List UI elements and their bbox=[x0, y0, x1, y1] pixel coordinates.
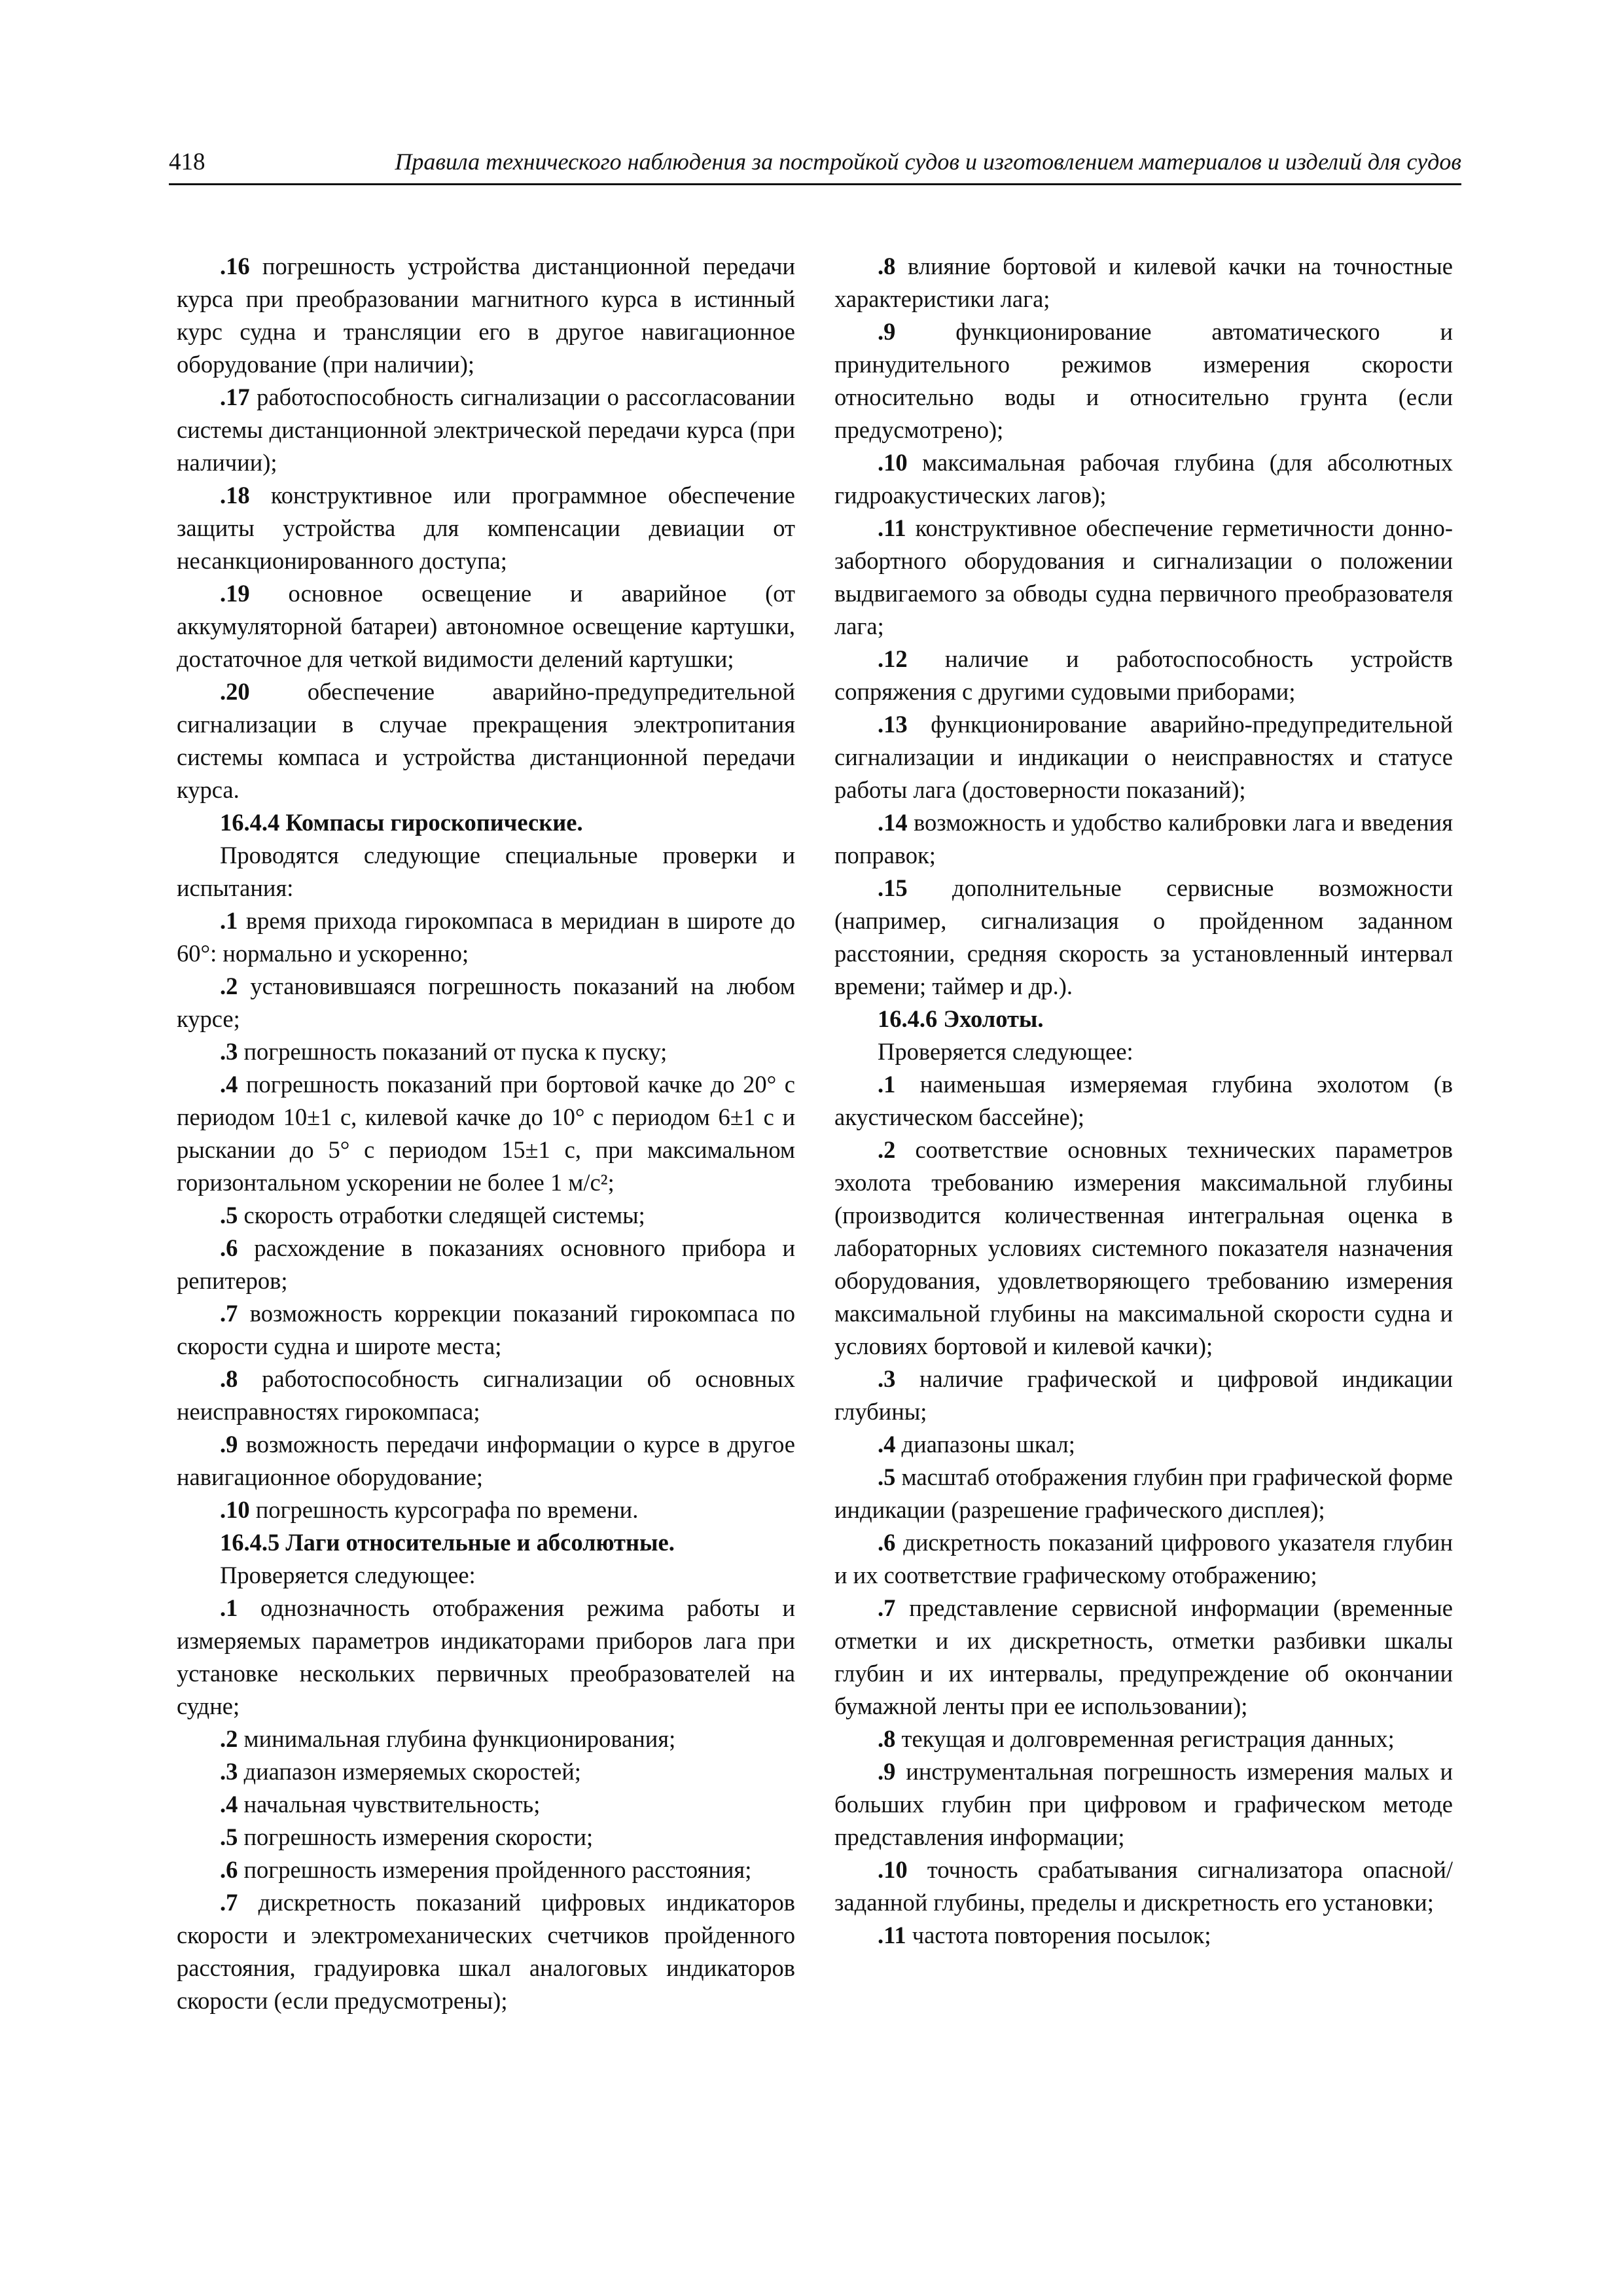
item-number: .8 bbox=[878, 253, 896, 279]
item-number: .8 bbox=[878, 1725, 896, 1752]
list-item bbox=[177, 1854, 795, 1886]
list-item bbox=[177, 479, 795, 577]
item-text: наличие и работоспособность устройств сопряжения с другими судовыми приборами; bbox=[834, 645, 1453, 705]
item-text: масштаб отображения глубин при графической форме индикации (разрешение графического дисплея); bbox=[834, 1463, 1453, 1523]
item-text: диапазон измеряемых скоростей; bbox=[238, 1758, 581, 1785]
item-number: .1 bbox=[220, 1594, 238, 1621]
list-item bbox=[177, 1068, 795, 1199]
item-text: наименьшая измеряемая глубина эхолотом (в акустическом бассейне); bbox=[834, 1071, 1453, 1130]
item-number: .11 bbox=[878, 514, 906, 541]
list-item bbox=[177, 1821, 795, 1854]
item-text: погрешность измерения скорости; bbox=[238, 1823, 594, 1850]
intro-paragraph: Проверяется следующее: bbox=[220, 1562, 476, 1588]
item-text: диапазоны шкал; bbox=[895, 1431, 1075, 1458]
section-heading: 16.4.6 Эхолоты. bbox=[878, 1005, 1044, 1032]
item-number: .18 bbox=[220, 482, 250, 509]
item-number: .7 bbox=[220, 1300, 238, 1327]
item-text: работоспособность сигнализации о рассогласовании системы дистанционной электрической передачи курса (при наличии); bbox=[177, 384, 795, 476]
item-text: дискретность показаний цифрового указателя глубин и их соответствие графическому отображению; bbox=[834, 1529, 1453, 1588]
item-text: минимальная глубина функционирования; bbox=[238, 1725, 676, 1752]
list-item bbox=[834, 512, 1453, 643]
item-text: представление сервисной информации (временные отметки и их дискретность, отметки разбивки шкалы глубин и их интервалы, предупреждение об окончании бумажной ленты при ее использовании); bbox=[834, 1594, 1453, 1719]
list-item bbox=[177, 1428, 795, 1494]
item-number: .2 bbox=[220, 1725, 238, 1752]
left-column bbox=[177, 250, 795, 2017]
item-text: погрешность измерения пройденного расстояния; bbox=[238, 1856, 752, 1883]
list-item bbox=[834, 1755, 1453, 1854]
list-item bbox=[834, 1592, 1453, 1723]
item-number: .8 bbox=[220, 1365, 238, 1392]
item-text: соответствие основных технических параметров эхолота требованию измерения максимальной глубины (производится количественная интегральная оценка в лабораторных условиях системного показателя назначения оборудования, удовлетворяющего требованию измерения максимальной глубины на максимальной скорости судна и условиях бортовой и килевой качки); bbox=[834, 1136, 1453, 1359]
item-number: .4 bbox=[220, 1791, 238, 1818]
item-number: .5 bbox=[878, 1463, 896, 1490]
item-text: начальная чувствительность; bbox=[238, 1791, 541, 1818]
list-item bbox=[834, 806, 1453, 872]
item-text: максимальная рабочая глубина (для абсолютных гидроакустических лагов); bbox=[834, 449, 1453, 509]
intro-paragraph: Проводятся следующие специальные проверки и испытания: bbox=[177, 842, 795, 901]
item-number: .9 bbox=[220, 1431, 238, 1458]
list-item bbox=[177, 381, 795, 479]
item-text: наличие графической и цифровой индикации глубины; bbox=[834, 1365, 1453, 1425]
item-number: .6 bbox=[878, 1529, 896, 1556]
item-text: погрешность курсографа по времени. bbox=[249, 1496, 639, 1523]
item-text: дискретность показаний цифровых индикаторов скорости и электромеханических счетчиков пройденного расстояния, градуировка шкал аналоговых индикаторов скорости (если предусмотрены); bbox=[177, 1889, 795, 2014]
item-text: основное освещение и аварийное (от аккумуляторной батареи) автономное освещение картушки, достаточное для четкой видимости делений картушки; bbox=[177, 580, 795, 672]
list-item bbox=[834, 1854, 1453, 1919]
list-item bbox=[834, 446, 1453, 512]
item-number: .1 bbox=[220, 907, 238, 934]
item-text: погрешность устройства дистанционной передачи курса при преобразовании магнитного курса в истинный курс судна и трансляции его в другое навигационное оборудование (при наличии); bbox=[177, 253, 795, 378]
item-text: погрешность показаний от пуска к пуску; bbox=[238, 1038, 668, 1065]
item-number: .10 bbox=[878, 449, 908, 476]
section-heading: 16.4.5 Лаги относительные и абсолютные. bbox=[220, 1529, 675, 1556]
item-text: инструментальная погрешность измерения малых и больших глубин при цифровом и графическом методе представления информации; bbox=[834, 1758, 1453, 1850]
intro-paragraph: Проверяется следующее: bbox=[878, 1038, 1133, 1065]
running-title: Правила технического наблюдения за постройкой судов и изготовлением материалов и изделий для судов bbox=[395, 149, 1461, 175]
item-text: обеспечение аварийно-предупредительной сигнализации в случае прекращения электропитания системы компаса и устройства дистанционной передачи курса. bbox=[177, 678, 795, 803]
item-text: возможность коррекции показаний гирокомпаса по скорости судна и широте места; bbox=[177, 1300, 795, 1359]
item-number: .10 bbox=[878, 1856, 908, 1883]
list-item bbox=[834, 1919, 1453, 1952]
item-number: .9 bbox=[878, 1758, 896, 1785]
list-item bbox=[834, 1363, 1453, 1428]
item-number: .4 bbox=[878, 1431, 896, 1458]
page-header bbox=[169, 145, 1461, 185]
item-number: .9 bbox=[878, 318, 896, 345]
page-number: 418 bbox=[169, 149, 205, 175]
item-text: точность срабатывания сигнализатора опасной/заданной глубины, пределы и дискретность его установки; bbox=[834, 1856, 1453, 1916]
list-item bbox=[834, 1134, 1453, 1363]
item-text: скорость отработки следящей системы; bbox=[238, 1202, 645, 1229]
item-number: .16 bbox=[220, 253, 250, 279]
list-item bbox=[834, 1068, 1453, 1134]
header-rule bbox=[169, 183, 1461, 185]
item-number: .4 bbox=[220, 1071, 238, 1098]
item-text: время прихода гирокомпаса в меридиан в широте до 60°: нормально и ускоренно; bbox=[177, 907, 795, 967]
list-item bbox=[177, 675, 795, 806]
item-number: .3 bbox=[220, 1038, 238, 1065]
item-number: .1 bbox=[878, 1071, 896, 1098]
item-text: возможность передачи информации о курсе в другое навигационное оборудование; bbox=[177, 1431, 795, 1490]
list-item bbox=[177, 1723, 795, 1755]
item-text: однозначность отображения режима работы и измеряемых параметров индикаторами приборов лага при установке нескольких первичных преобразователей на судне; bbox=[177, 1594, 795, 1719]
list-item bbox=[177, 1363, 795, 1428]
item-number: .14 bbox=[878, 809, 908, 836]
item-number: .3 bbox=[220, 1758, 238, 1785]
item-number: .6 bbox=[220, 1234, 238, 1261]
item-number: .15 bbox=[878, 874, 908, 901]
item-number: .13 bbox=[878, 711, 908, 738]
item-number: .12 bbox=[878, 645, 908, 672]
item-text: частота повторения посылок; bbox=[906, 1922, 1211, 1948]
item-number: .7 bbox=[220, 1889, 238, 1916]
item-text: функционирование автоматического и принудительного режимов измерения скорости относительно воды и относительно грунта (если предусмотрено); bbox=[834, 318, 1453, 443]
item-number: .3 bbox=[878, 1365, 896, 1392]
item-text: возможность и удобство калибровки лага и введения поправок; bbox=[834, 809, 1453, 869]
item-text: работоспособность сигнализации об основных неисправностях гирокомпаса; bbox=[177, 1365, 795, 1425]
item-number: .10 bbox=[220, 1496, 250, 1523]
item-text: расхождение в показаниях основного прибора и репитеров; bbox=[177, 1234, 795, 1294]
list-item bbox=[177, 1494, 795, 1526]
item-text: функционирование аварийно-предупредительной сигнализации и индикации о неисправностях и статусе работы лага (достоверности показаний); bbox=[834, 711, 1453, 803]
item-number: .11 bbox=[878, 1922, 906, 1948]
list-item bbox=[177, 1297, 795, 1363]
item-text: влияние бортовой и килевой качки на точностные характеристики лага; bbox=[834, 253, 1453, 312]
item-number: .2 bbox=[878, 1136, 896, 1163]
list-item bbox=[834, 643, 1453, 708]
item-number: .5 bbox=[220, 1823, 238, 1850]
list-item bbox=[834, 1428, 1453, 1461]
right-column bbox=[834, 250, 1453, 1952]
list-item bbox=[834, 315, 1453, 446]
item-number: .17 bbox=[220, 384, 250, 410]
list-item bbox=[177, 1886, 795, 2017]
item-number: .2 bbox=[220, 973, 238, 999]
list-item bbox=[177, 1788, 795, 1821]
list-item bbox=[834, 1723, 1453, 1755]
item-text: конструктивное или программное обеспечение защиты устройства для компенсации девиации от несанкционированного доступа; bbox=[177, 482, 795, 574]
list-item bbox=[177, 1035, 795, 1068]
item-text: конструктивное обеспечение герметичности донно-забортного оборудования и сигнализации о положении выдвигаемого за обводы судна первичного преобразователя лага; bbox=[834, 514, 1453, 639]
list-item bbox=[834, 250, 1453, 315]
list-item bbox=[177, 250, 795, 381]
item-number: .5 bbox=[220, 1202, 238, 1229]
list-item bbox=[834, 708, 1453, 806]
list-item bbox=[177, 1232, 795, 1297]
list-item bbox=[177, 1199, 795, 1232]
list-item bbox=[177, 905, 795, 970]
item-text: дополнительные сервисные возможности (например, сигнализация о пройденном заданном расстоянии, средняя скорость за установленный интервал времени; таймер и др.). bbox=[834, 874, 1453, 999]
list-item bbox=[834, 1461, 1453, 1526]
list-item bbox=[834, 1526, 1453, 1592]
item-number: .20 bbox=[220, 678, 250, 705]
list-item bbox=[177, 970, 795, 1035]
item-text: установившаяся погрешность показаний на любом курсе; bbox=[177, 973, 795, 1032]
item-number: .6 bbox=[220, 1856, 238, 1883]
list-item bbox=[177, 577, 795, 675]
list-item bbox=[177, 1592, 795, 1723]
item-text: погрешность показаний при бортовой качке до 20° с периодом 10±1 с, килевой качке до 10° с периодом 6±1 с и рыскании до 5° с периодом 15±1 с, при максимальном горизонтальном ускорении не более 1 м/с²; bbox=[177, 1071, 795, 1196]
list-item bbox=[834, 872, 1453, 1003]
list-item bbox=[177, 1755, 795, 1788]
item-number: .19 bbox=[220, 580, 250, 607]
item-number: .7 bbox=[878, 1594, 896, 1621]
section-heading: 16.4.4 Компасы гироскопические. bbox=[220, 809, 583, 836]
item-text: текущая и долговременная регистрация данных; bbox=[895, 1725, 1395, 1752]
